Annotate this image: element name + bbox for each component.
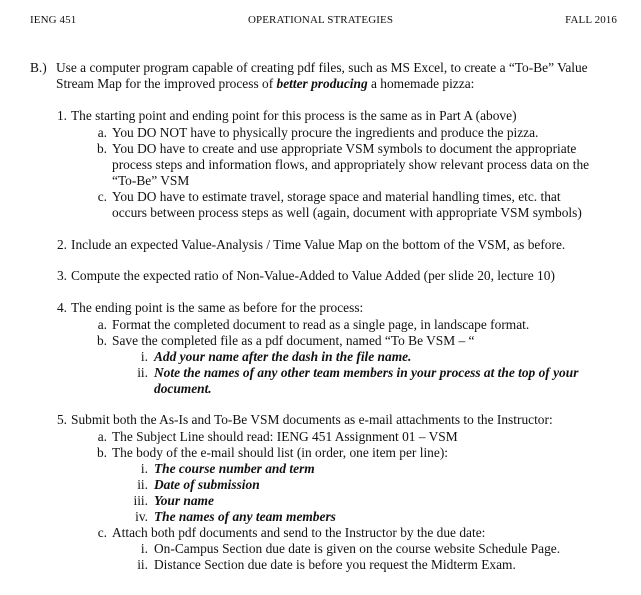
item-5c-label: c. [97,525,107,540]
item-5b-iv-label: iv. [135,509,148,524]
intro-emphasis: better producing [276,76,368,91]
item-1a-label: a. [97,125,107,140]
item-3-text: Compute the expected ratio of Non-Value-Added to Value Added (per slide 20, lecture 10) [71,268,555,283]
item-5b-label: b. [96,445,107,460]
item-4b-text: Save the completed file as a pdf document, named “To Be VSM – “ [112,333,475,348]
item-1-text: The starting point and ending point for this process is the same as in Part A (above) [71,108,517,123]
intro-line-2 [56,76,474,92]
item-4b-label: b. [96,333,107,348]
item-5b-i-label: i. [140,461,148,476]
item-1b-line-3: “To-Be” VSM [112,173,190,188]
item-5c-ii-label: ii. [137,557,148,572]
item-2-text: Include an expected Value-Analysis / Time Value Map on the bottom of the VSM, as before. [71,237,566,252]
item-1a-text: You DO NOT have to physically procure the ingredients and produce the pizza. [112,125,539,140]
item-5c-i-text: On-Campus Section due date is given on the course website Schedule Page. [154,541,561,556]
item-4a-text: Format the completed document to read as a single page, in landscape format. [112,317,530,332]
item-5-text: Submit both the As-Is and To-Be VSM documents as e-mail attachments to the Instructor: [71,412,553,427]
item-5b-ii-label: ii. [137,477,148,492]
intro-line-2-text: Stream Map for the improved process of [56,76,277,91]
item-1-number: 1. [56,108,67,123]
item-3-number: 3. [56,268,67,283]
item-5c-ii-text: Distance Section due date is before you request the Midterm Exam. [154,557,516,572]
header-course: IENG 451 [30,14,77,26]
item-2-number: 2. [56,237,67,252]
item-4b-ii-label: ii. [137,365,148,380]
item-5a-text: The Subject Line should read: IENG 451 Assignment 01 – VSM [112,429,458,444]
item-5b-iv-text: The names of any team members [154,509,336,524]
section-label: B.) [30,60,47,75]
item-4b-i-label: i. [140,349,148,364]
header-title: OPERATIONAL STRATEGIES [247,14,394,26]
item-5b-i-text: The course number and term [154,461,315,476]
item-1b-line-1: You DO have to create and use appropriate VSM symbols to document the appropriate [112,141,577,156]
item-4-number: 4. [56,300,67,315]
item-5c-i-label: i. [140,541,148,556]
item-1b-line-2: process steps and information flows, and appropriately show relevant process data on the [112,157,590,172]
item-4-text: The ending point is the same as before for the process: [71,300,364,315]
item-5b-ii-text: Date of submission [154,477,260,492]
item-4b-ii-line-2: document. [154,381,212,396]
item-5b-text: The body of the e-mail should list (in order, one item per line): [112,445,449,460]
item-5-number: 5. [56,412,67,427]
item-5a-label: a. [97,429,107,444]
item-4b-i-text: Add your name after the dash in the file name. [154,349,412,364]
item-1c-line-2: occurs between process steps as well (again, document with appropriate VSM symbols) [112,205,582,220]
item-1b-label: b. [96,141,107,156]
item-5b-iii-label: iii. [133,493,148,508]
item-4b-ii-line-1: Note the names of any other team members in your process at the top of your [154,365,579,380]
item-4a-label: a. [97,317,107,332]
item-5b-iii-text: Your name [154,493,214,508]
header-term: FALL 2016 [565,14,617,26]
item-1c-label: c. [97,189,107,204]
item-1c-line-1: You DO have to estimate travel, storage space and material handling times, etc. that [112,189,561,204]
item-5c-text: Attach both pdf documents and send to the Instructor by the due date: [112,525,486,540]
intro-line-2-tail: a homemade pizza: [367,76,475,91]
intro-line-1: Use a computer program capable of creating pdf files, such as MS Excel, to create a “To-Be” Value [56,60,588,75]
